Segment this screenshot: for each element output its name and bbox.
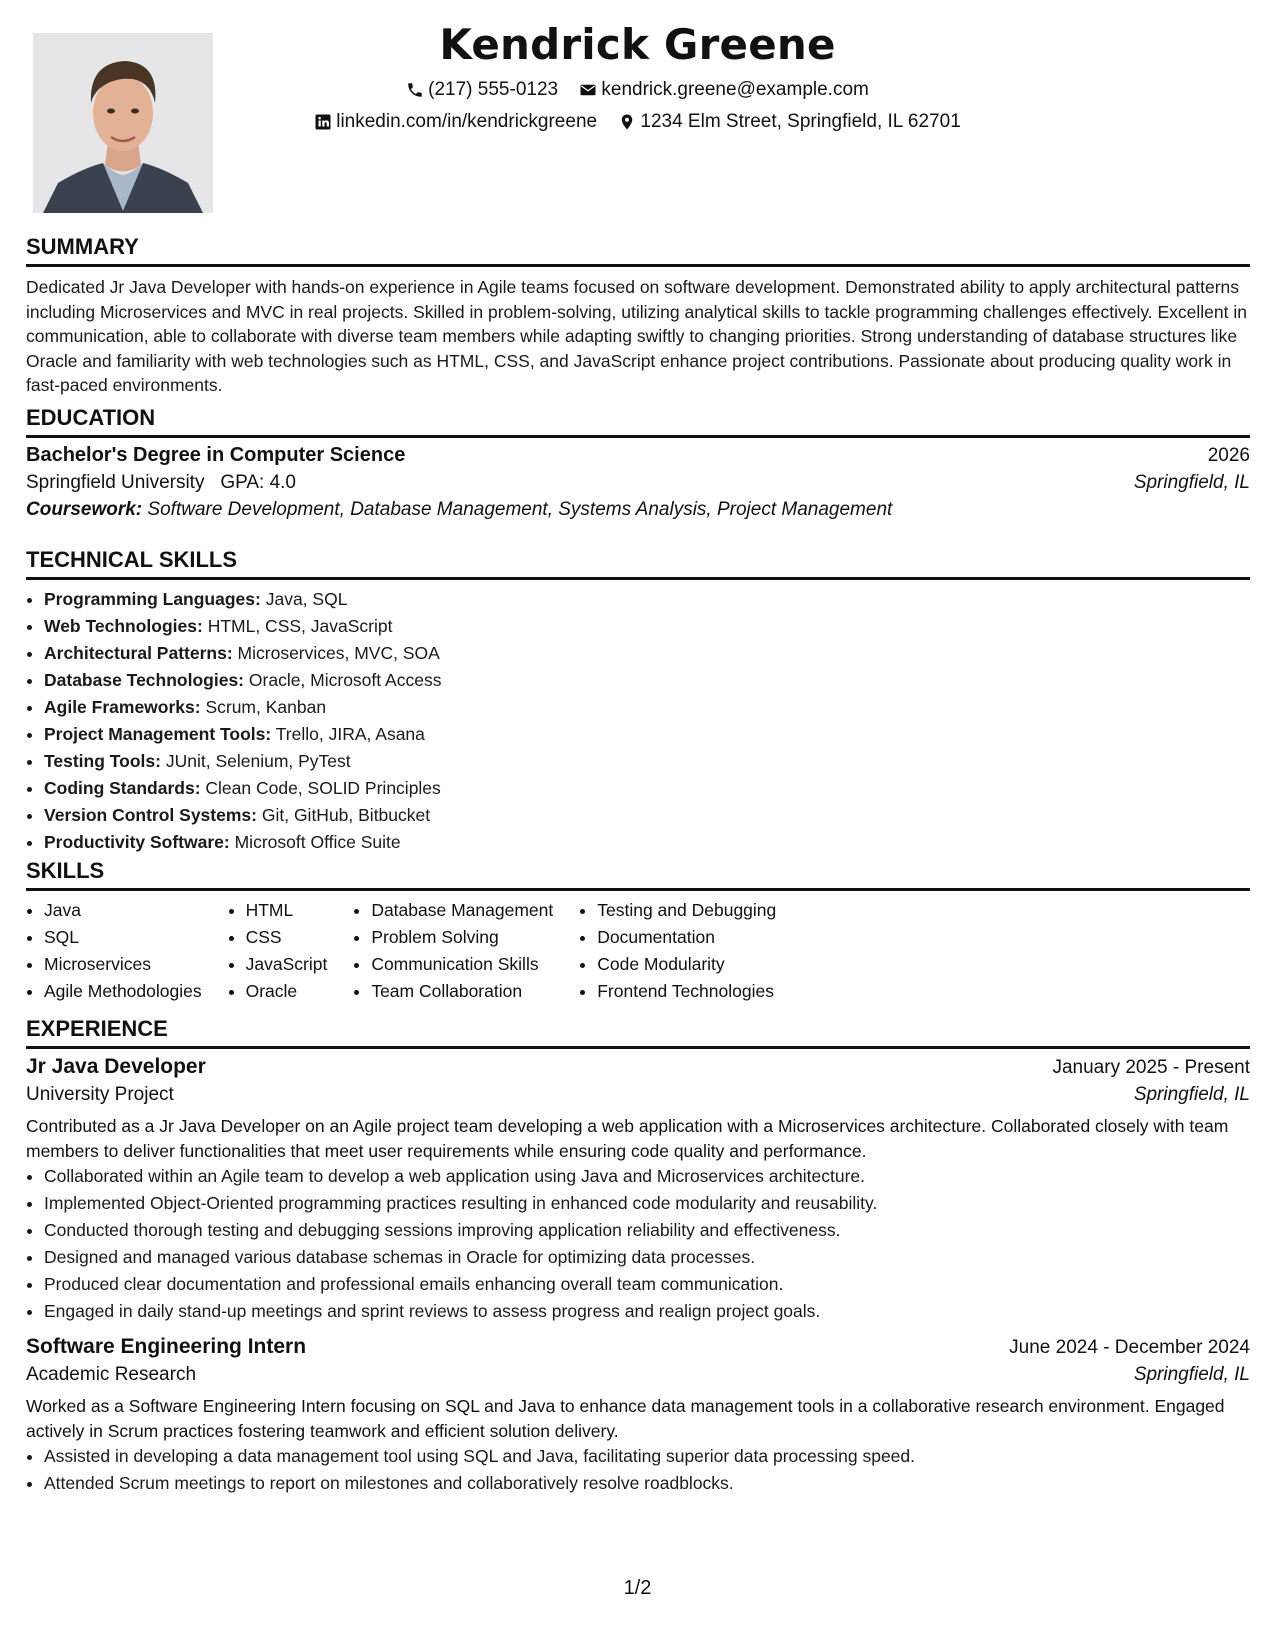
summary-heading: SUMMARY — [26, 234, 1250, 267]
summary-text: Dedicated Jr Java Developer with hands-on experience in Agile teams focused on software development. Demonstrated ability to apply architectural patterns including Microservices and MVC in real projects. Skilled in problem-solving, utilizing analytical skills to tackle programming challenges effectively. Excellent in communication, able to collaborate with diverse team members while adapting swiftly to changing priorities. Strong understanding of database structures like Oracle and familiarity with web technologies such as HTML, CSS, and JavaScript enhance project contributions. Passionate about producing quality work in fast-paced environments. — [26, 277, 1247, 395]
job-bullet: • Designed and managed various database schemas in Oracle for optimizing data processes. — [44, 1244, 1250, 1271]
skill-values: Oracle, Microsoft Access — [248, 670, 442, 690]
email-text: kendrick.greene@example.com — [601, 79, 869, 100]
job-title: Software Engineering Intern — [26, 1335, 307, 1358]
education-degree-row — [26, 444, 1250, 467]
skill-category: Productivity Software: — [44, 832, 230, 852]
technical-skills-heading: TECHNICAL SKILLS — [26, 547, 1250, 580]
job-bullet: • Assisted in developing a data management tool using SQL and Java, facilitating superior data processing speed. — [44, 1443, 1250, 1470]
linkedin-contact[interactable] — [314, 111, 597, 133]
skill-values: Git, GitHub, Bitbucket — [261, 805, 431, 825]
skill-category: Programming Languages: — [44, 589, 261, 609]
contact-row-2 — [0, 111, 1275, 137]
skills-section — [26, 858, 1250, 1005]
technical-skill-item — [44, 640, 1250, 667]
job-dates: January 2025 - Present — [1052, 1057, 1250, 1078]
technical-skill-item — [44, 586, 1250, 613]
phone-contact[interactable] — [406, 79, 558, 101]
skills-column-2 — [228, 897, 328, 1005]
address-contact — [618, 111, 960, 133]
skill-category: Testing Tools: — [44, 751, 161, 771]
experience-heading: EXPERIENCE — [26, 1016, 1250, 1049]
skill-item: • Java — [44, 897, 202, 924]
skill-values: Microservices, MVC, SOA — [237, 643, 440, 663]
technical-skills-section — [26, 547, 1250, 856]
technical-skill-item — [44, 613, 1250, 640]
skill-category: Version Control Systems: — [44, 805, 257, 825]
skill-item: • JavaScript — [246, 951, 328, 978]
skills-heading: SKILLS — [26, 858, 1250, 891]
summary-section — [26, 234, 1250, 398]
skill-category: Database Technologies: — [44, 670, 245, 690]
skills-column-1 — [26, 897, 202, 1005]
education-institution-row — [26, 472, 1250, 494]
job-bullet: • Produced clear documentation and professional emails enhancing overall team communication. — [44, 1271, 1250, 1298]
skill-values: Trello, JIRA, Asana — [275, 724, 425, 744]
skills-column-4 — [579, 897, 776, 1005]
experience-section — [26, 1016, 1250, 1497]
skill-item: • Testing and Debugging — [597, 897, 776, 924]
technical-skill-item — [44, 802, 1250, 829]
skills-column-3 — [353, 897, 553, 1005]
skill-category: Coding Standards: — [44, 778, 201, 798]
coursework-list: Software Development, Database Management, Systems Analysis, Project Management — [147, 499, 893, 520]
skill-item: • Oracle — [246, 978, 328, 1005]
job-bullet: • Conducted thorough testing and debugging sessions improving application reliability and effectiveness. — [44, 1217, 1250, 1244]
degree-name: Bachelor's Degree in Computer Science — [26, 444, 406, 466]
technical-skill-item — [44, 721, 1250, 748]
skill-category: Project Management Tools: — [44, 724, 272, 744]
skill-item: • CSS — [246, 924, 328, 951]
phone-text: (217) 555-0123 — [428, 79, 559, 100]
skill-item: • Agile Methodologies — [44, 978, 202, 1005]
email-icon — [579, 81, 597, 99]
education-heading: EDUCATION — [26, 405, 1250, 438]
job-header-row — [26, 1055, 1250, 1079]
job-description: Contributed as a Jr Java Developer on an Agile project team developing a web application with a Microservices architecture. Collaborated closely with team members to deliver functionalities that meet user requirements while ensuring code quality and performance. — [26, 1116, 1229, 1161]
skill-item: • Documentation — [597, 924, 776, 951]
candidate-name: Kendrick Greene — [439, 20, 836, 69]
technical-skill-item — [44, 829, 1250, 856]
job-bullet: • Attended Scrum meetings to report on milestones and collaboratively resolve roadblocks. — [44, 1470, 1250, 1497]
skill-item: • Microservices — [44, 951, 202, 978]
job-bullets — [26, 1443, 1250, 1497]
skill-item: • Communication Skills — [371, 951, 553, 978]
skill-category: Agile Frameworks: — [44, 697, 201, 717]
skill-item: • Frontend Technologies — [597, 978, 776, 1005]
job-org-row — [26, 1364, 1250, 1386]
education-location: Springfield, IL — [1133, 472, 1250, 493]
job-description: Worked as a Software Engineering Intern focusing on SQL and Java to enhance data management tools in a collaborative research environment. Engaged actively in Scrum practices fostering teamwork and efficient solution delivery. — [26, 1396, 1225, 1441]
linkedin-icon — [314, 113, 332, 131]
skill-values: Clean Code, SOLID Principles — [205, 778, 441, 798]
job-bullet: • Collaborated within an Agile team to develop a web application using Java and Microservices architecture. — [44, 1163, 1250, 1190]
job-dates: June 2024 - December 2024 — [1009, 1337, 1250, 1358]
skill-values: Java, SQL — [265, 589, 348, 609]
skill-item: • Code Modularity — [597, 951, 776, 978]
graduation-year: 2026 — [1207, 445, 1250, 466]
skill-item: • SQL — [44, 924, 202, 951]
skill-item: • HTML — [246, 897, 328, 924]
skill-values: Scrum, Kanban — [205, 697, 327, 717]
skill-item: • Database Management — [371, 897, 553, 924]
location-pin-icon — [618, 113, 636, 131]
technical-skill-item — [44, 694, 1250, 721]
skill-item: • Problem Solving — [371, 924, 553, 951]
coursework-label: Coursework: — [26, 499, 143, 520]
technical-skill-item — [44, 748, 1250, 775]
skill-values: Microsoft Office Suite — [234, 832, 401, 852]
skill-values: HTML, CSS, JavaScript — [207, 616, 393, 636]
technical-skill-item — [44, 667, 1250, 694]
technical-skill-item — [44, 775, 1250, 802]
skill-values: JUnit, Selenium, PyTest — [165, 751, 351, 771]
coursework-line — [26, 499, 1250, 521]
job-entry — [26, 1335, 1250, 1497]
job-location: Springfield, IL — [1133, 1084, 1250, 1105]
job-organization: University Project — [26, 1084, 174, 1105]
address-text: 1234 Elm Street, Springfield, IL 62701 — [640, 111, 961, 132]
job-entry — [26, 1055, 1250, 1325]
technical-skills-list — [26, 586, 1250, 856]
job-title: Jr Java Developer — [26, 1055, 206, 1078]
skill-category: Architectural Patterns: — [44, 643, 233, 663]
job-bullet: • Engaged in daily stand-up meetings and sprint reviews to assess progress and realign project goals. — [44, 1298, 1250, 1325]
contact-row-1 — [0, 79, 1275, 105]
linkedin-text: linkedin.com/in/kendrickgreene — [336, 111, 598, 132]
job-org-row — [26, 1084, 1250, 1106]
skill-item: • Team Collaboration — [371, 978, 553, 1005]
job-bullet: • Implemented Object-Oriented programming practices resulting in enhanced code modularity and reusability. — [44, 1190, 1250, 1217]
job-location: Springfield, IL — [1133, 1364, 1250, 1385]
skill-category: Web Technologies: — [44, 616, 203, 636]
education-section — [26, 405, 1250, 521]
phone-icon — [406, 81, 424, 99]
job-bullets — [26, 1163, 1250, 1325]
skills-grid — [26, 897, 1250, 1005]
job-header-row — [26, 1335, 1250, 1359]
gpa: GPA: 4.0 — [220, 472, 296, 493]
job-organization: Academic Research — [26, 1364, 197, 1385]
page-number: 1/2 — [623, 1577, 652, 1599]
institution-line — [26, 472, 296, 494]
institution-name: Springfield University — [26, 472, 205, 493]
email-contact[interactable] — [579, 79, 868, 101]
